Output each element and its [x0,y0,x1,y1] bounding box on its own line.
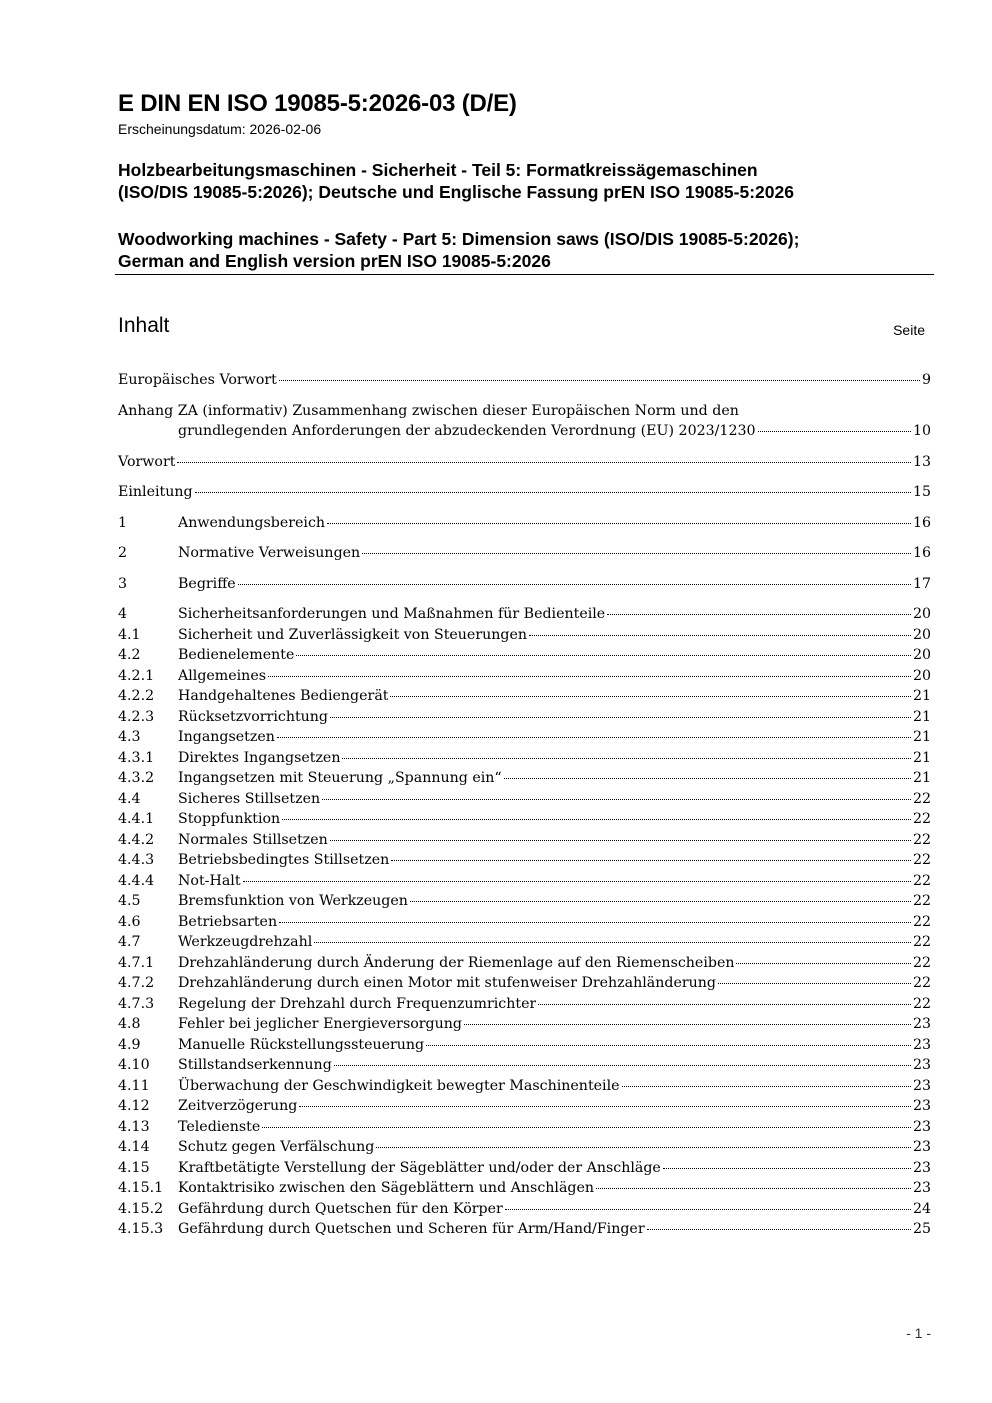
toc-entry-number: 4.2 [118,647,141,663]
toc-entry-number: 4.13 [118,1118,150,1135]
toc-entry-title: Europäisches Vorwort [118,372,277,388]
toc-dot-leader [330,717,911,718]
toc-entry-title: Sicherheit und Zuverlässigkeit von Steuerungen [178,626,528,643]
toc-entry[interactable] [118,830,931,851]
toc-dot-leader [238,584,911,585]
toc-annex-line-2-text: grundlegenden Anforderungen der abzudeckenden Verordnung (EU) 2023/1230 [178,423,756,439]
toc-entry[interactable] [118,1035,931,1056]
toc-entry-title: Vorwort [118,453,176,470]
toc-entry-page: 22 [912,852,931,868]
toc-entry-number: 4.7.2 [118,975,155,991]
toc-entry-page: 23 [912,1036,931,1053]
toc-entry[interactable] [118,604,931,625]
toc-entry[interactable] [118,482,931,503]
toc-dot-leader [268,676,911,677]
subtitle-english [118,228,799,272]
toc-entry[interactable] [118,707,931,728]
toc-entry-page: 22 [912,995,931,1012]
toc-entry-title: Stillstandserkennung [178,1057,332,1073]
toc-entry-page: 23 [912,1077,931,1094]
toc-annex-line-2 [118,421,931,442]
toc-entry-number: 4.7.3 [118,995,155,1012]
toc-dot-leader [195,492,911,493]
toc-entry-title: Bremsfunktion von Werkzeugen [178,893,408,909]
toc-entry[interactable] [118,1096,931,1117]
publication-date: Erscheinungsdatum: 2026-02-06 [118,121,322,137]
toc-entry-number: 4.4.3 [118,852,155,868]
toc-entry[interactable] [118,727,931,748]
toc-entry[interactable] [118,574,931,595]
toc-dot-leader [330,840,911,841]
toc-entry-number: 4.3.2 [118,770,155,786]
toc-entry-title: Handgehaltenes Bediengerät [178,688,389,704]
page-number: - 1 - [906,1325,931,1341]
toc-entry-page: 17 [912,575,931,592]
toc-entry-page: 22 [912,811,931,827]
toc-entry-number: 4.9 [118,1036,141,1053]
toc-entry-number: 4.10 [118,1057,150,1073]
toc-entry-number: 4.4.4 [118,872,155,889]
toc-entry[interactable] [118,1076,931,1097]
toc-dot-leader [299,1106,911,1107]
toc-entry-number: 4.5 [118,893,141,909]
toc-entry-page: 20 [912,647,931,663]
toc-entry[interactable] [118,850,931,871]
toc-dot-leader [391,860,911,861]
toc-entry-page: 22 [912,893,931,909]
toc-entry-number: 4.2.1 [118,667,155,684]
toc-dot-leader [390,696,910,697]
toc-dot-leader [538,1004,911,1005]
toc-entry-page: 16 [912,545,931,561]
toc-entry[interactable] [118,513,931,534]
toc-entry-page: 21 [912,749,931,766]
toc-dot-leader [277,737,911,738]
subtitle-english-line-2: German and English version prEN ISO 19085-5:2026 [118,251,551,271]
toc-entry-number: 4.1 [118,626,141,643]
toc-entry-title: Regelung der Drehzahl durch Frequenzumrichter [178,995,537,1012]
toc-dot-leader [243,881,911,882]
toc-entry-page: 21 [912,688,931,704]
toc-entry[interactable] [118,973,931,994]
toc-entry-title: Gefährdung durch Quetschen und Scheren für Arm/Hand/Finger [178,1221,645,1237]
toc-entry-title: Ingangsetzen [178,729,275,745]
toc-entry-title: Kraftbetätigte Verstellung der Sägeblätter und/oder der Anschläge [178,1159,661,1176]
toc-entry[interactable] [118,932,931,953]
toc-entry-title: Werkzeugdrehzahl [178,934,313,950]
toc-entry-title: Teledienste [178,1118,261,1135]
toc-entry-page: 22 [912,975,931,991]
toc-dot-leader [596,1188,911,1189]
toc-dot-leader [279,922,911,923]
toc-entry-title: Sicheres Stillsetzen [178,790,321,807]
toc-entry[interactable] [118,1199,931,1220]
toc-entry-page: 22 [912,872,931,889]
toc-dot-leader [663,1168,911,1169]
toc-entry-title: Allgemeines [178,667,266,684]
toc-entry-number: 4.15 [118,1159,150,1176]
toc-entry-number: 4.7.1 [118,954,155,971]
toc-entry-page: 23 [912,1180,931,1196]
toc-entry-page: 15 [912,484,931,500]
toc-entry[interactable] [118,686,931,707]
toc-heading: Inhalt [118,314,170,337]
toc-entry[interactable] [118,1055,931,1076]
toc-entry-number: 4.15.1 [118,1180,164,1196]
toc-entry[interactable] [118,452,931,473]
toc-entry-page: 10 [912,423,931,439]
toc-entry-title: Gefährdung durch Quetschen für den Körper [178,1200,503,1217]
toc-entry-page: 23 [912,1016,931,1032]
toc-entry-title: Schutz gegen Verfälschung [178,1139,375,1155]
toc-dot-leader [505,1209,911,1210]
subtitle-german-line-1: Holzbearbeitungsmaschinen - Sicherheit - Teil 5: Formatkreissägemaschinen [118,160,758,180]
toc-dot-leader [736,963,910,964]
toc-dot-leader [622,1086,911,1087]
toc-entry-page: 22 [912,831,931,848]
toc-entry-page: 23 [912,1139,931,1155]
toc-entry[interactable] [118,645,931,666]
toc-dot-leader [464,1024,911,1025]
toc-entry-number: 4.6 [118,913,141,930]
toc-dot-leader [282,819,911,820]
toc-entry-page: 20 [912,606,931,622]
toc-entry-page: 21 [912,729,931,745]
toc-entry-number: 4.4 [118,790,141,807]
toc-entry[interactable] [118,370,931,391]
toc-dot-leader [607,614,911,615]
toc-dot-leader [322,799,911,800]
toc-entry-number: 4.15.2 [118,1200,164,1217]
toc-dot-leader [296,655,911,656]
toc-dot-leader [314,942,911,943]
toc-entry-title: Begriffe [178,575,236,592]
toc-entry-number: 4.3 [118,729,141,745]
toc-entry[interactable] [118,994,931,1015]
toc-entry[interactable] [118,1178,931,1199]
table-of-contents [118,370,931,1240]
toc-entry-number: 1 [118,514,128,531]
header-divider [115,274,934,275]
toc-entry-title: Betriebsarten [178,913,278,930]
toc-entry[interactable] [118,625,931,646]
toc-entry-number: 4.4.2 [118,831,155,848]
toc-entry-number: 4.11 [118,1077,150,1094]
toc-dot-leader [529,635,911,636]
toc-entry-number: 4.14 [118,1139,150,1155]
toc-entry[interactable] [118,871,931,892]
toc-entry[interactable] [118,809,931,830]
toc-dot-leader [342,758,910,759]
toc-entry-title: Ingangsetzen mit Steuerung „Spannung ein“ [178,770,502,786]
toc-dot-leader [279,380,920,381]
subtitle-german [118,159,794,203]
toc-entry-title: Direktes Ingangsetzen [178,749,341,766]
toc-entry-number: 4.8 [118,1016,141,1032]
toc-entry[interactable] [118,666,931,687]
toc-entry-title: Drehzahländerung durch einen Motor mit stufenweiser Drehzahländerung [178,975,716,991]
toc-entry[interactable] [118,1219,931,1240]
toc-entry[interactable] [118,891,931,912]
toc-dot-leader [362,553,911,554]
toc-entry[interactable] [118,543,931,564]
toc-dot-leader [410,901,911,902]
toc-entry-title: Rücksetzvorrichtung [178,708,329,725]
toc-entry-number: 4.12 [118,1098,150,1114]
toc-dot-leader [376,1147,911,1148]
subtitle-english-line-1: Woodworking machines - Safety - Part 5: Dimension saws (ISO/DIS 19085-5:2026); [118,229,800,249]
document-title: E DIN EN ISO 19085-5:2026-03 (D/E) [118,90,517,117]
toc-entry-title: Normative Verweisungen [178,545,361,561]
toc-entry-page: 23 [912,1098,931,1114]
toc-entry-number: 3 [118,575,128,592]
toc-entry-title: Fehler bei jeglicher Energieversorgung [178,1016,462,1032]
toc-dot-leader [647,1229,911,1230]
toc-entry-title: Bedienelemente [178,647,295,663]
toc-entry-page: 23 [912,1057,931,1073]
toc-entry-title: Anwendungsbereich [178,514,326,531]
toc-entry-title: Überwachung der Geschwindigkeit bewegter Maschinenteile [178,1077,620,1094]
toc-entry-title: Manuelle Rückstellungssteuerung [178,1036,425,1053]
toc-entry-page: 23 [912,1118,931,1135]
toc-entry-title: Not-Halt [178,872,241,889]
toc-page-label: Seite [893,322,925,338]
toc-entry[interactable] [118,789,931,810]
toc-entry[interactable] [118,1137,931,1158]
toc-entry-number: 4.2.3 [118,708,155,725]
toc-entry-page: 22 [912,934,931,950]
toc-entry-page: 22 [912,954,931,971]
toc-dot-leader [718,983,911,984]
toc-entry-page: 23 [912,1159,931,1176]
toc-entry[interactable] [118,768,931,789]
toc-entry-number: 4.7 [118,934,141,950]
toc-dot-leader [177,462,911,463]
toc-entry[interactable] [118,953,931,974]
toc-entry-page: 22 [912,913,931,930]
toc-entry-number: 4.15.3 [118,1221,164,1237]
toc-entry[interactable] [118,1158,931,1179]
toc-entry-title: Sicherheitsanforderungen und Maßnahmen für Bedienteile [178,606,606,622]
toc-entry-page: 22 [912,790,931,807]
subtitle-german-line-2: (ISO/DIS 19085-5:2026); Deutsche und Englische Fassung prEN ISO 19085-5:2026 [118,182,794,202]
toc-entry-number: 4.2.2 [118,688,155,704]
toc-dot-leader [262,1127,911,1128]
toc-entry-title: Drehzahländerung durch Änderung der Riemenlage auf den Riemenscheiben [178,954,735,971]
toc-entry-title: Normales Stillsetzen [178,831,328,848]
toc-entry-number: 2 [118,545,128,561]
toc-entry[interactable] [118,1014,931,1035]
toc-entry[interactable] [118,1117,931,1138]
toc-entry[interactable] [118,912,931,933]
toc-entry-page: 13 [912,453,931,470]
toc-entry-page: 16 [912,514,931,531]
toc-dot-leader [504,778,911,779]
toc-entry-title: Einleitung [118,484,193,500]
toc-entry[interactable] [118,748,931,769]
toc-annex-line-1: Anhang ZA (informativ) Zusammenhang zwischen dieser Europäischen Norm und den [118,402,739,419]
toc-entry-annex-za[interactable] [118,401,931,442]
toc-entry-title: Betriebsbedingtes Stillsetzen [178,852,390,868]
toc-entry-title: Kontaktrisiko zwischen den Sägeblättern und Anschlägen [178,1180,595,1196]
toc-entry-page: 24 [912,1200,931,1217]
toc-entry-title: Stoppfunktion [178,811,281,827]
toc-dot-leader [426,1045,911,1046]
toc-entry-number: 4 [118,606,128,622]
toc-entry-page: 25 [912,1221,931,1237]
toc-entry-page: 21 [912,770,931,786]
toc-entry-page: 20 [912,667,931,684]
toc-entry-page: 21 [912,708,931,725]
toc-dot-leader [334,1065,911,1066]
toc-entry-page: 20 [912,626,931,643]
toc-entry-page: 9 [921,372,931,388]
toc-entry-title: Zeitverzögerung [178,1098,298,1114]
toc-dot-leader [758,431,911,432]
toc-entry-number: 4.4.1 [118,811,155,827]
toc-dot-leader [327,523,911,524]
toc-entry-number: 4.3.1 [118,749,155,766]
